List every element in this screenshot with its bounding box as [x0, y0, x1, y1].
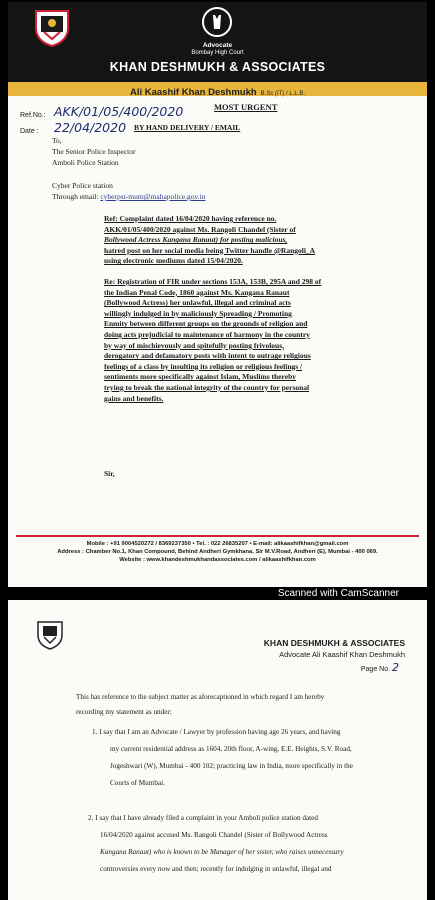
page-number-label: Page No.	[360, 666, 391, 673]
advocate-emblem-icon	[202, 7, 232, 37]
email-label: Through email:	[52, 192, 99, 201]
letter-page-2	[8, 600, 427, 900]
ref-line: hatred post on her social media being Twitter handle @Rangoli_A	[104, 245, 316, 255]
ref-number: AKK/01/05/400/2020	[54, 104, 184, 119]
re-line: Re: Registration of FIR under sections 153A, 153B, 295A and 298 of	[104, 277, 322, 286]
intro-line: recording my statement as under:	[76, 708, 172, 717]
addressee-station: Amboli Police Station	[52, 158, 119, 167]
scan-watermark-text: Scanned with CamScanner	[277, 588, 399, 599]
re-line: by way of mischievously and spitefully posting frivolous,	[104, 340, 285, 350]
re-line: gains and benefits.	[104, 393, 164, 403]
item1-line: my current residential address as 1604, 20th floor, A-wing, E.E. Heights, S.V. Road,	[110, 745, 352, 753]
intro-paragraph	[76, 692, 324, 718]
re-line: trying to break the national integrity of the country for personal	[104, 382, 310, 392]
addressee-title: The Senior Police Inspector	[52, 147, 136, 156]
court-label: Bombay High Court	[191, 50, 244, 56]
footer-contact: Mobile : +91 9004520272 / 8369237350 • Tel. : 022 26835207 • E-mail: alikaashifkhan@gmail.com	[86, 541, 349, 547]
re-line: doing acts prejudicial to maintenance of harmony in the country	[104, 329, 310, 339]
statement-item-2	[88, 812, 412, 876]
item1-line: Jogeshwari (W), Mumbai - 400 102; practicing law in India, more specifically in the	[110, 762, 353, 770]
re-line: (Bollywood Actress) her unlawful, illegal and criminal acts	[104, 298, 291, 308]
date-label: Date :	[20, 128, 39, 135]
page2-advocate-line: Advocate Ali Kaashif Khan Deshmukh	[279, 650, 405, 659]
item2-line: 16/04/2020 against accused Ms. Rangoli Chandel (Sister of Bollywood Actress	[100, 831, 328, 839]
page-number-value: 2	[392, 661, 399, 674]
scan-watermark	[0, 588, 435, 599]
subject-paragraph	[104, 277, 411, 404]
firm-crest-icon	[36, 620, 64, 650]
intro-line: This has reference to the subject matter as aforecaptioned in which regard I am hereby	[76, 693, 325, 701]
footer-address: Address : Chamber No.1, Khan Compound, Behind Andheri Gymkhana, Sir M.V.Road, Andheri (E), Mumbai - 400 069.	[57, 549, 378, 555]
item1-line: Courts of Mumbai.	[110, 779, 165, 787]
salutation: Sir,	[104, 469, 115, 478]
reference-paragraph	[104, 214, 411, 267]
ref-line: Bollywood Actress Kangana Ranaut) for posting malicious,	[104, 235, 288, 245]
ref-label: Ref.No.:	[20, 112, 46, 119]
item2-line: Kangana Ranaut) who is known to be Manager of her sister, who raises unnecessary	[100, 848, 344, 856]
advocate-label: Advocate	[202, 42, 233, 49]
advocate-name-band	[8, 82, 427, 96]
letter-page-1	[8, 2, 427, 587]
most-urgent: MOST URGENT	[214, 102, 278, 112]
re-line: derogatory and defamatory posts with intent to outrage religious	[104, 351, 311, 361]
firm-name: KHAN DESHMUKH & ASSOCIATES	[109, 60, 326, 74]
delivery-mode: BY HAND DELIVERY / EMAIL	[134, 123, 241, 132]
footer-website: Website : www.khandeshmukhandassociates.com / alikaashifkhan.com	[119, 557, 316, 563]
to-line: To,	[52, 136, 62, 145]
ref-line: using electronic mediums dated 15/04/2020.	[104, 256, 243, 266]
item2-line: controversies every now and then; recently for indulging in unlawful, illegal and	[100, 865, 332, 873]
ref-line: AKK/01/05/400/2020 against Ms. Rangoli Chandel (Sister of	[104, 224, 296, 234]
footer-divider	[16, 535, 419, 537]
email-link[interactable]: cyberpst-mum@mahapolice.gov.in	[100, 192, 206, 201]
re-line: sentiments more specifically against Islam, Muslims thereby	[104, 372, 297, 382]
qualification: B.Sc (IT) / L.L.B.	[260, 91, 306, 97]
advocate-name: Ali Kaashif Khan Deshmukh	[129, 87, 257, 98]
re-line: the Indian Penal Code, 1860 against Ms. Kangana Ranaut	[104, 287, 290, 297]
cyber-station: Cyber Police station	[52, 181, 113, 190]
item1-line: 1. I say that I am an Advocate / Lawyer by profession having age 26 years, and having	[92, 728, 341, 736]
re-line: willingly indulged in by maliciously Spreading / Promoting	[104, 308, 292, 318]
letterhead	[8, 2, 427, 82]
date-value: 22/04/2020	[54, 120, 127, 135]
statement-item-1	[92, 726, 412, 790]
re-line: Enmity between different groups on the grounds of religion and	[104, 319, 308, 329]
page2-firm-name: KHAN DESHMUKH & ASSOCIATES	[263, 638, 405, 648]
ref-line: Ref: Complaint dated 16/04/2020 having reference no.	[104, 214, 277, 223]
re-line: feelings of a class by insulting its religion or religious feelings /	[104, 361, 303, 371]
item2-line: 2. I say that I have already filed a complaint in your Amboli police station dated	[88, 814, 318, 822]
